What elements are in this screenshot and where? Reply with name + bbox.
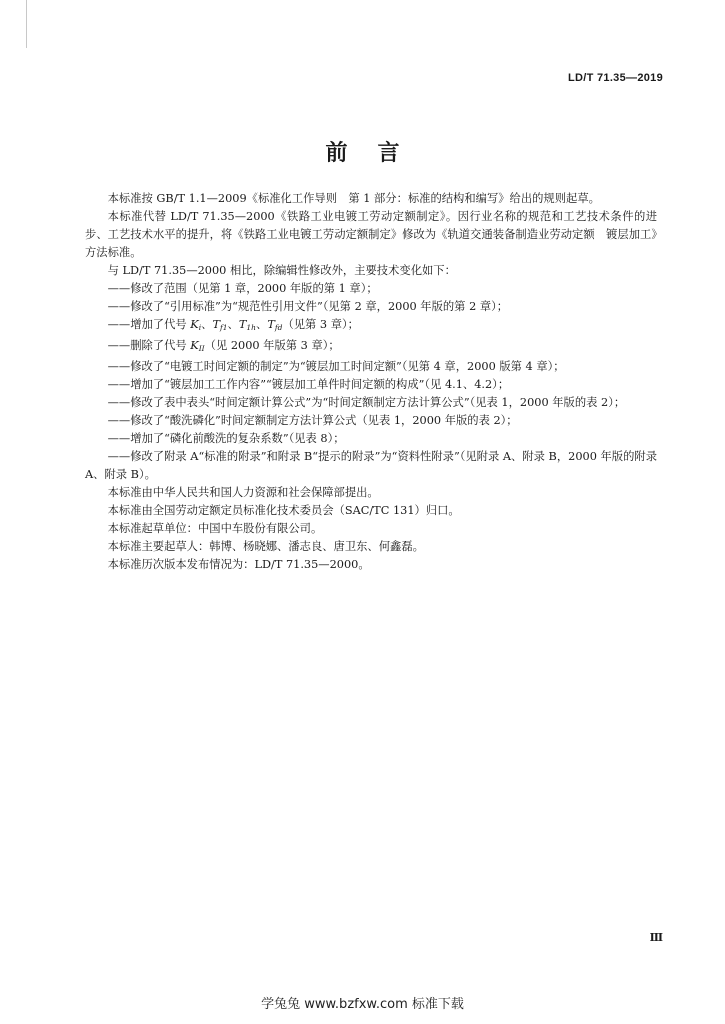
standard-code: LD/T 71.35—2019 (568, 72, 663, 84)
symbol-k-sub: i (198, 323, 202, 332)
separator: 、 (201, 318, 213, 331)
symbol-t2-sub: 1h (246, 323, 257, 332)
symbol-t1: T (212, 318, 220, 331)
symbol-k: K (190, 318, 199, 331)
change-item: ——增加了“镀层加工工作内容”“镀层加工单件时间定额的构成”（见 4.1、4.2）； (107, 378, 510, 391)
change-prefix: ——删除了代号 (107, 339, 191, 352)
change-item-removed-symbol (85, 337, 657, 358)
change-item-added-symbols (85, 316, 657, 337)
symbol-t3-sub: fd (274, 323, 283, 332)
paragraph: 本标准代替 LD/T 71.35—2000《铁路工业电镀工劳动定额制定》。因行业名称的规范和工艺技术条件的进步、工艺技术水平的提升，将《铁路工业电镀工劳动定额制定》修改为《轨道交通装备制造业劳动定额 镀层加工》方法标准。 (85, 210, 657, 259)
change-item: ——修改了附录 A“标准的附录”和附录 B“提示的附录”为“资料性附录”（见附录 A、附录 B，2000 年版的附录 A、附录 B）。 (85, 450, 657, 481)
symbol-k: K (190, 339, 199, 352)
separator: 、 (227, 318, 239, 331)
paragraph: 与 LD/T 71.35—2000 相比，除编辑性修改外，主要技术变化如下： (107, 264, 456, 277)
paragraph: 本标准按 GB/T 1.1—2009《标准化工作导则 第 1 部分：标准的结构和编写》给出的规则起草。 (107, 192, 600, 205)
change-tail: （见第 3 章）； (282, 318, 359, 331)
separator: 、 (256, 318, 268, 331)
closing-paragraph: 本标准起草单位：中国中车股份有限公司。 (107, 522, 323, 535)
closing-paragraph: 本标准主要起草人：韩博、杨晓娜、潘志良、唐卫东、何鑫磊。 (107, 540, 424, 553)
symbol-k-sub: II (198, 344, 205, 353)
symbol-t2: T (238, 318, 247, 331)
symbol-t3: T (267, 318, 275, 331)
change-item: ——修改了“酸洗磷化”时间定额制定方法计算公式（见表 1，2000 年版的表 2）； (107, 414, 518, 427)
page-title: 前言 (325, 140, 430, 166)
change-item: ——修改了表中表头“时间定额计算公式”为“时间定额制定方法计算公式”（见表 1，2000 年版的表 2）； (107, 396, 626, 409)
change-prefix: ——增加了代号 (107, 318, 191, 331)
page-number: Ⅲ (649, 931, 663, 944)
change-tail: （见 2000 年版第 3 章）； (204, 339, 340, 352)
change-item: ——修改了“引用标准”为“规范性引用文件”（见第 2 章，2000 年版的第 2 章）； (107, 300, 509, 313)
binding-line (26, 0, 27, 48)
closing-paragraph: 本标准历次版本发布情况为：LD/T 71.35—2000。 (107, 558, 370, 571)
change-item: ——增加了“磷化前酸洗的复杂系数”（见表 8）； (107, 432, 345, 445)
closing-paragraph: 本标准由中华人民共和国人力资源和社会保障部提出。 (107, 486, 379, 499)
closing-paragraph: 本标准由全国劳动定额定员标准化技术委员会（SAC/TC 131）归口。 (107, 504, 460, 517)
symbol-t1-sub: f1 (219, 323, 228, 332)
change-item: ——修改了范围（见第 1 章，2000 年版的第 1 章）； (107, 282, 378, 295)
watermark: 学兔兔 www.bzfxw.com 标准下载 (261, 997, 464, 1012)
change-item: ——修改了“电镀工时间定额的制定”为“镀层加工时间定额”（见第 4 章，2000 版第 4 章）； (107, 360, 565, 373)
document-body (85, 190, 657, 574)
